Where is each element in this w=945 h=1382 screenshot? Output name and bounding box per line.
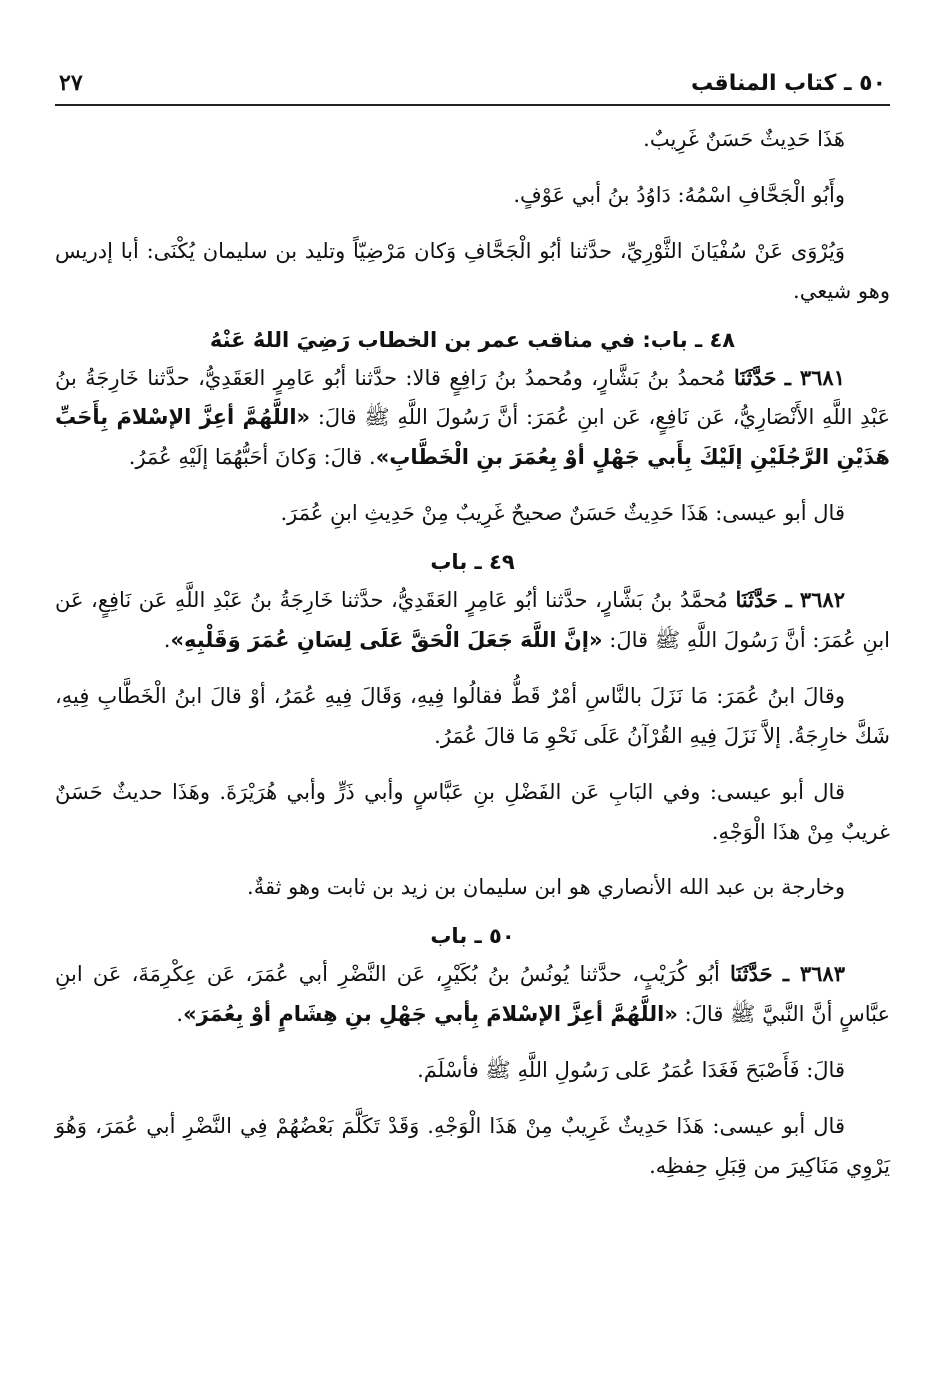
hadith-closing: . قالَ: وَكانَ أحَبُّهُمَا إلَيْهِ عُمَرُ. (128, 445, 376, 470)
paragraph: قالَ: فَأَصْبَحَ فَغَدَا عُمَرُ عَلى رَسُولِ اللَّهِ ﷺ فأسْلَمَ. (417, 1058, 845, 1083)
paragraph: وَيُرْوَى عَنْ سُفْيَانَ الثَّوْرِيِّ، حدَّثنا أبُو الْجَحَّافِ وَكان مَرْضِيّاً وتليد بن سليمان يُكْنَى: أبا إدريس وهو شيعي. (55, 238, 890, 303)
hadith-opening: حَدَّثَنَا (735, 587, 779, 613)
commentary: قال أبو عيسى: وفي البَابِ عَن الفَضْلِ بنِ عَبَّاسٍ وأبي ذَرٍّ وأبي هُرَيْرَةَ. وهَذَا حديثٌ حَسَنٌ غريبٌ مِنْ هذَا الْوَجْهِ. (55, 779, 890, 844)
hadith-number: ٣٦٨٢ ـ (785, 587, 845, 613)
book-page (55, 70, 890, 1203)
hadith-isnad: أبُو كُرَيْبٍ، حدَّثنا يُونُسُ بنُ بُكَيْرٍ، عَن النَّضْرِ أبي عُمَرَ، عَن عِكْرِمَةَ، عَن ابنِ عبَّاسٍ أنَّ النَّبيَّ ﷺ قالَ: (55, 962, 890, 1027)
running-header (55, 70, 890, 106)
chapter-title: ٥٠ ـ كتاب المناقب (691, 71, 886, 96)
commentary: قال أبو عيسى: هَذَا حَدِيثٌ حَسَنٌ صحيحٌ غَرِيبٌ مِنْ حَدِيثِ ابنِ عُمَرَ. (280, 501, 845, 526)
paragraph: وأَبُو الْجَحَّافِ اسْمُهُ: دَاوُدُ بنُ أبي عَوْفٍ. (513, 182, 845, 207)
hadith-3682 (55, 580, 890, 661)
hadith-closing: . (163, 628, 171, 653)
page-number: ٢٧ (59, 70, 83, 96)
hadith-3683 (55, 954, 890, 1035)
hadith-matn: «اللَّهُمَّ أعِزَّ الإسْلامَ بِأَحَبِّ هَذَيْنِ الرَّجُلَيْنِ إلَيْكَ بِأَبي جَهْلٍ أوْ بِعُمَرَ بنِ الْخَطَّابِ» (55, 405, 890, 470)
hadith-matn: «إنَّ اللَّهَ جَعَلَ الْحَقَّ عَلَى لِسَانِ عُمَرَ وَقَلْبِهِ» (170, 628, 603, 653)
section-heading-50: ٥٠ ـ باب (430, 924, 515, 949)
hadith-opening: حَدَّثَنَا (733, 364, 777, 390)
hadith-closing: . (176, 1002, 184, 1027)
section-heading-49: ٤٩ ـ باب (430, 550, 515, 575)
paragraph: هَذَا حَدِيثٌ حَسَنٌ غَرِيبٌ. (643, 127, 845, 151)
page-content (55, 106, 890, 1187)
hadith-3681 (55, 358, 890, 479)
commentary: قال أبو عيسى: هَذَا حَدِيثٌ غَرِيبٌ مِنْ هَذَا الْوَجْهِ. وَقَدْ تَكَلَّمَ بَعْضُهُمْ فِي النَّضْرِ أبي عُمَرَ، وَهُوَ يَرْوِي مَنَاكِيرَ من قِبَلِ حِفظِه. (55, 1114, 890, 1178)
hadith-isnad: مُحمدُ بنُ بَشَّارٍ، ومُحمدُ بنُ رَافِعٍ قالا: حدَّثنا أبُو عَامِرٍ العَقَدِيُّ، حدَّثنا خَارِجَةُ بنُ عَبْدِ اللَّهِ الأَنْصَارِيُّ، عَن نَافِعٍ، عَن ابنِ عُمَرَ: أنَّ رَسُولَ اللَّهِ ﷺ قالَ: (55, 365, 890, 430)
section-heading-48: ٤٨ ـ باب: في مناقب عمر بن الخطاب رَضِيَ اللهُ عَنْهُ (209, 327, 736, 352)
paragraph: وقالَ ابنُ عُمَرَ: مَا نَزَلَ بالنَّاسِ أمْرٌ قَطُّ فقالُوا فِيهِ، وَقَالَ فِيهِ عُمَرُ، أوْ قالَ ابنُ الْخَطَّابِ فِيهِ، شَكَّ خارِجَةُ. إلاَّ نَزَلَ فِيهِ القُرْآنُ عَلَى نَحْوِ مَا قالَ عُمَرُ. (55, 683, 890, 748)
hadith-number: ٣٦٨٣ ـ (782, 961, 845, 987)
hadith-opening: حَدَّثَنَا (730, 961, 773, 987)
hadith-isnad: مُحمَّدُ بنُ بَشَّارٍ، حدَّثنا أبُو عَامِرٍ العَقَدِيُّ، حدَّثنا خَارِجَةُ بنُ عَبْدِ اللَّهِ عَن نَافِعٍ، عَن ابنِ عُمَرَ: أنَّ رَسُولَ اللَّهِ ﷺ قالَ: (55, 588, 890, 653)
hadith-number: ٣٦٨١ ـ (784, 364, 845, 390)
hadith-matn: «اللَّهُمَّ أعِزَّ الإسْلامَ بِأبي جَهْلِ بنِ هِشَامٍ أوْ بِعُمَرَ» (183, 1002, 678, 1027)
paragraph: وخارجة بن عبد الله الأنصاري هو ابن سليمان بن زيد بن ثابت وهو ثقةٌ. (247, 875, 845, 900)
